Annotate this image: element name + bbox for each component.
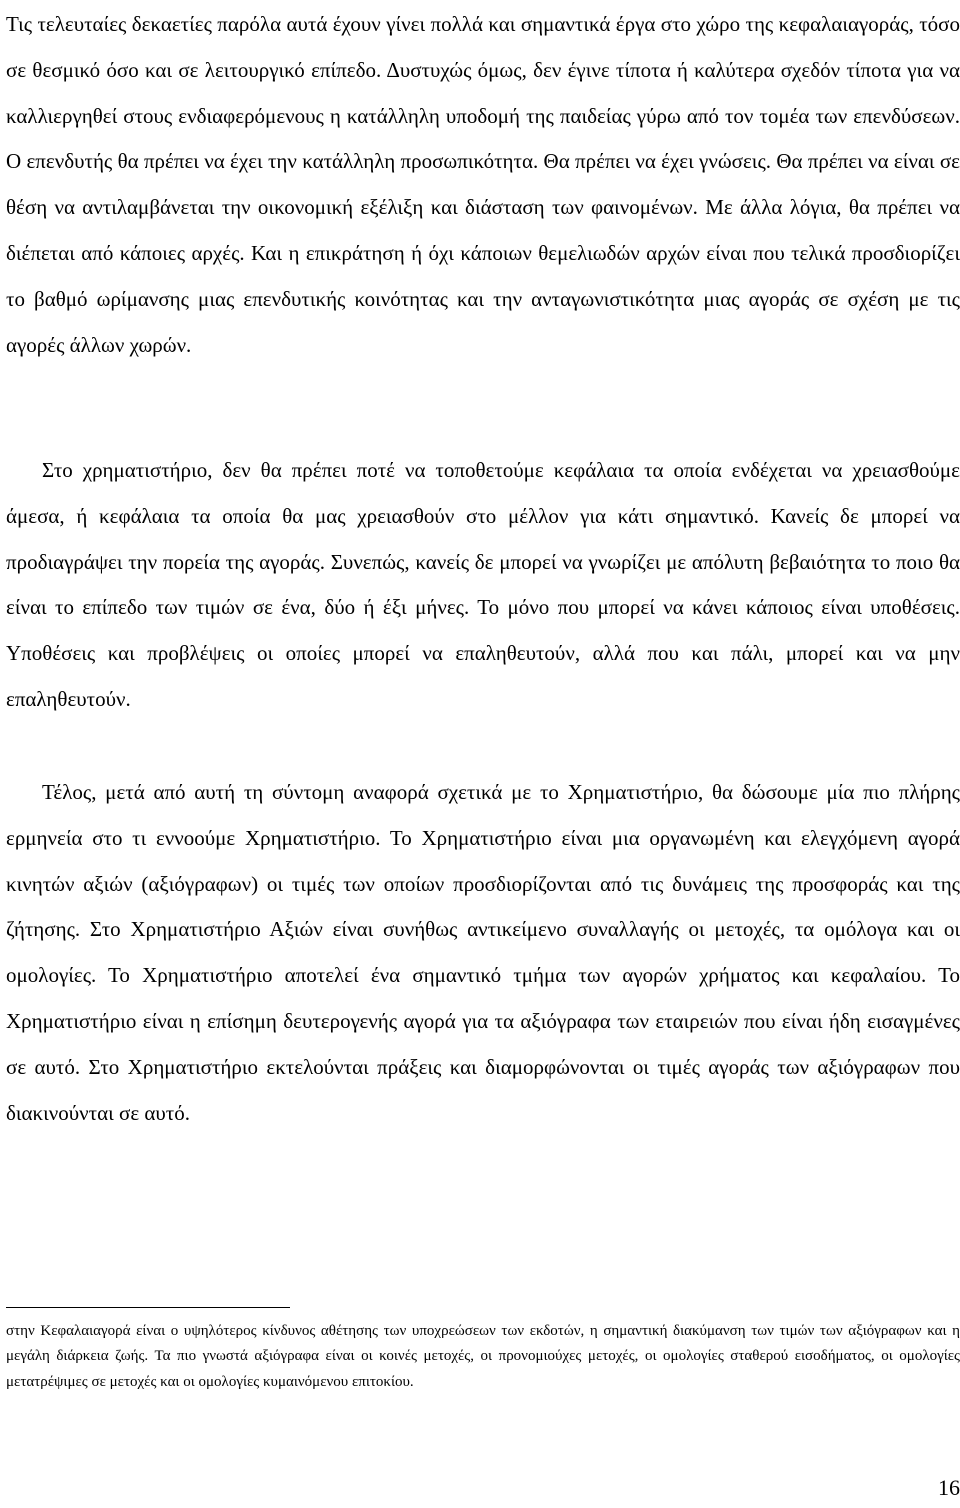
body-paragraph: Τις τελευταίες δεκαετίες παρόλα αυτά έχουν γίνει πολλά και σημαντικά έργα στο χώρο της κεφαλαιαγοράς, τόσο σε θεσμικό όσο και σε λειτουργικό επίπεδο. Δυστυχώς όμως, δεν έγινε τίποτα ή καλύτερα σχεδόν τίποτα για να καλλιεργηθεί στους ενδιαφερόμενους η κατάλληλη υποδομή της παιδείας γύρω από τον τομέα των επενδύσεων. Ο επενδυτής θα πρέπει να έχει την κατάλληλη προσωπικότητα. Θα πρέπει να έχει γνώσεις. Θα πρέπει να είναι σε θέση να αντιλαμβάνεται την οικονομική εξέλιξη και διάσταση των φαινομένων. Με άλλα λόγια, θα πρέπει να διέπεται από κάποιες αρχές. Και η επικράτηση ή όχι κάποιων θεμελιωδών αρχών είναι που τελικά προσδιορίζει το βαθμό ωρίμανσης μιας επενδυτικής κοινότητας και την ανταγωνιστικότητα μιας αγοράς σε σχέση με τις αγορές άλλων χωρών. bbox=[6, 12, 960, 357]
body-paragraph: Τέλος, μετά από αυτή τη σύντομη αναφορά σχετικά με το Χρηματιστήριο, θα δώσουμε μία πιο πλήρης ερμηνεία στο τι εννοούμε Χρηματιστήριο. Το Χρηματιστήριο είναι μια οργανωμένη και ελεγχόμενη αγορά κινητών αξιών (αξιόγραφων) οι τιμές των οποίων προσδιορίζονται από τις δυνάμεις της προσφοράς και της ζήτησης. Στο Χρηματιστήριο Αξιών είναι συνήθως αντικείμενο συναλλαγής οι μετοχές, τα ομόλογα και οι ομολογίες. Το Χρηματιστήριο αποτελεί ένα σημαντικό τμήμα των αγορών χρήματος και κεφαλαίου. Το Χρηματιστήριο είναι η επίσημη δευτερογενής αγορά για τα αξιόγραφα των εταιρειών που είναι ήδη εισαγμένες σε αυτό. Στο Χρηματιστήριο εκτελούνται πράξεις και διαμορφώνονται οι τιμές αγοράς των αξιόγραφων που διακινούνται σε αυτό. bbox=[6, 780, 960, 1125]
footnote-separator bbox=[6, 1307, 290, 1308]
body-paragraph: Στο χρηματιστήριο, δεν θα πρέπει ποτέ να τοποθετούμε κεφάλαια τα οποία ενδέχεται να χρειασθούμε άμεσα, ή κεφάλαια τα οποία θα μας χρειασθούν στο μέλλον για κάτι σημαντικό. Κανείς δε μπορεί να προδιαγράψει την πορεία της αγοράς. Συνεπώς, κανείς δε μπορεί να γνωρίζει με απόλυτη βεβαιότητα το ποιο θα είναι το επίπεδο των τιμών σε ένα, δύο ή έξι μήνες. Το μόνο που μπορεί να κάνει κάποιος είναι υποθέσεις. Υποθέσεις και προβλέψεις οι οποίες μπορεί να επαληθευτούν, αλλά που και πάλι, μπορεί και να μην επαληθευτούν. bbox=[6, 458, 960, 711]
page-number: 16 bbox=[938, 1475, 960, 1500]
footnote-text: στην Κεφαλαιαγορά είναι ο υψηλότερος κίνδυνος αθέτησης των υποχρεώσεων των εκδοτών, η σημαντική διακύμανση των τιμών των αξιόγραφων και η μεγάλη διάρκεια ζωής. Τα πιο γνωστά αξιόγραφα είναι οι κοινές μετοχές, οι προνομιούχες μετοχές, οι ομολογίες σταθερού εισοδήματος, οι ομολογίες μετατρέψιμες σε μετοχές και οι ομολογίες κυμαινόμενου επιτοκίου. bbox=[6, 1323, 960, 1390]
